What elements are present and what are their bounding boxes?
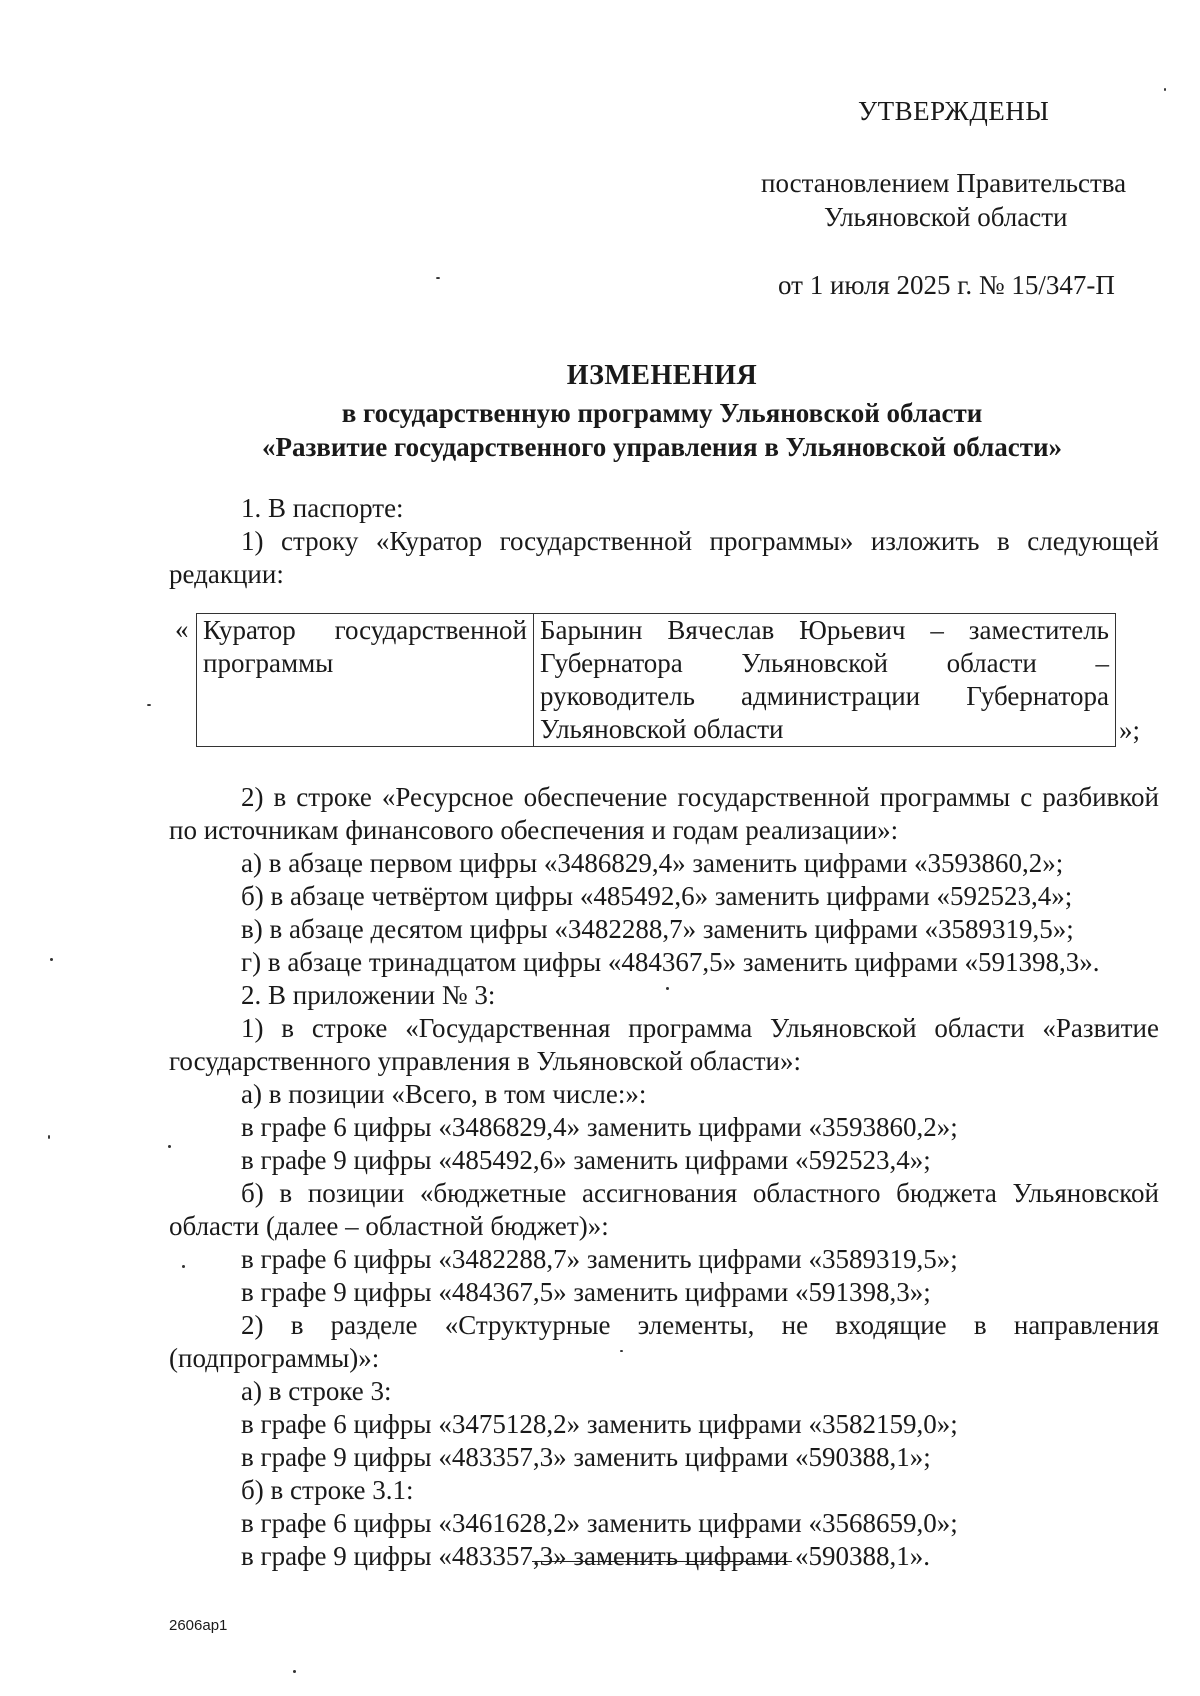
section-2-row-3-1-heading: б) в строке 3.1: [241, 1475, 414, 1505]
section-2-row-3-column-9: в графе 9 цифры «483357,3» заменить цифрами «590388,1»; [241, 1442, 931, 1472]
approval-line-1: постановлением Правительства [761, 168, 1127, 198]
section-2-a-heading: а) в позиции «Всего, в том числе:»: [241, 1079, 647, 1109]
section-2-row-3-column-6: в графе 6 цифры «3475128,2» заменить цифрами «3582159,0»; [241, 1409, 958, 1439]
title-sub-2: «Развитие государственного управления в Ульяновской области» [261, 432, 1063, 462]
approval-date-number: от 1 июля 2025 г. № 15/347-П [778, 270, 1115, 300]
curator-value-cell: Барынин Вячеслав Юрьевич – заместитель Губернатора Ульяновской области – руководитель администрации Губернатора Ульяновской области [534, 614, 1116, 747]
section-1-sub-b: б) в абзаце четвёртом цифры «485492,6» заменить цифрами «592523,4»; [241, 881, 1073, 911]
section-1-item-2: 2) в строке «Ресурсное обеспечение государственной программы с разбивкой по источникам финансового обеспечения и годам реализации»: [169, 782, 1159, 845]
section-2-row-3-heading: а) в строке 3: [241, 1376, 392, 1406]
scan-speck [147, 704, 151, 706]
table-row [197, 614, 1116, 747]
section-1-heading: 1. В паспорте: [241, 493, 404, 523]
section-2-a-column-9: в графе 9 цифры «485492,6» заменить цифрами «592523,4»; [241, 1145, 931, 1175]
scan-speck [48, 1135, 50, 1139]
scan-speck [620, 1350, 623, 1352]
section-2-a-column-6: в графе 6 цифры «3486829,4» заменить цифрами «3593860,2»; [241, 1112, 958, 1142]
approval-heading: УТВЕРЖДЕНЫ [858, 96, 1050, 126]
section-2-row-3-1-column-6: в графе 6 цифры «3461628,2» заменить цифрами «3568659,0»; [241, 1508, 958, 1538]
section-2-item-1: 1) в строке «Государственная программа Ульяновской области «Развитие государственного управления в Ульяновской области»: [169, 1013, 1159, 1076]
document-title [0, 360, 1200, 464]
section-1-sub-v: в) в абзаце десятом цифры «3482288,7» заменить цифрами «3589319,5»; [241, 914, 1074, 944]
section-1-item-1: 1) строку «Куратор государственной программы» изложить в следующей редакции: [169, 526, 1159, 589]
title-sub-1: в государственную программу Ульяновской области [341, 398, 983, 428]
section-2-heading: 2. В приложении № 3: [241, 980, 496, 1010]
section-2-b-heading: б) в позиции «бюджетные ассигнования областного бюджета Ульяновской области (далее – областной бюджет)»: [169, 1178, 1159, 1241]
scan-speck [168, 1145, 171, 1148]
approval-line-2: Ульяновской области [824, 202, 1068, 232]
curator-quote [169, 613, 1159, 751]
scan-speck [293, 1670, 296, 1673]
curator-table [196, 613, 1116, 747]
section-2-item-2: 2) в разделе «Структурные элементы, не входящие в направления (подпрограммы)»: [169, 1310, 1159, 1373]
scan-speck [436, 277, 440, 279]
curator-label-cell: Куратор государственной программы [197, 614, 534, 747]
scan-speck [50, 958, 53, 961]
scan-speck [666, 987, 669, 990]
quote-close: »; [1119, 715, 1141, 745]
section-2-b-column-6: в графе 6 цифры «3482288,7» заменить цифрами «3589319,5»; [241, 1244, 958, 1274]
document-body [169, 492, 1159, 1573]
end-rule [532, 1561, 792, 1562]
title-main: ИЗМЕНЕНИЯ [566, 360, 758, 391]
section-1-sub-a: а) в абзаце первом цифры «3486829,4» заменить цифрами «3593860,2»; [241, 848, 1064, 878]
scan-speck [182, 1265, 185, 1268]
scan-speck [1164, 88, 1166, 91]
section-2-row-3-1-column-9: в графе 9 цифры «483357,3» заменить цифрами «590388,1». [241, 1541, 930, 1571]
section-2-b-column-9: в графе 9 цифры «484367,5» заменить цифрами «591398,3»; [241, 1277, 931, 1307]
footer-code: 2606ap1 [169, 1617, 228, 1634]
quote-open: « [175, 614, 189, 644]
section-1-sub-g: г) в абзаце тринадцатом цифры «484367,5» заменить цифрами «591398,3». [241, 947, 1100, 977]
